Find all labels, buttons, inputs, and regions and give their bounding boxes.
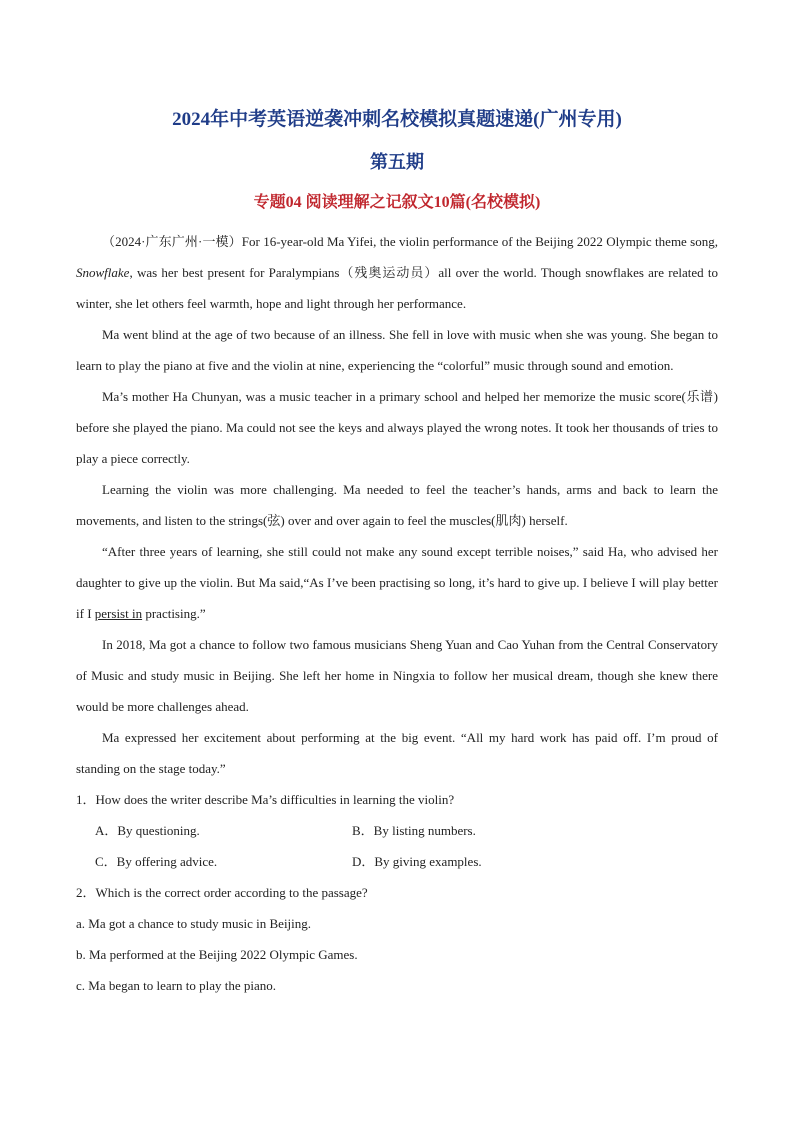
paragraph-5 — [76, 536, 718, 629]
question-2-item-b: b. Ma performed at the Beijing 2022 Olympic Games. — [76, 947, 358, 962]
paragraph-5-text-b: practising.” — [142, 606, 206, 621]
paragraph-3: Ma’s mother Ha Chunyan, was a music teacher in a primary school and helped her memorize the music score(乐谱) before she played the piano. Ma could not see the keys and always played the wrong notes. It took her thousands of tries to play a piece correctly. — [76, 389, 718, 466]
paragraph-5-text-a: “After three years of learning, she still could not make any sound except terrible noises,” said Ha, who advised her daughter to give up the violin. But Ma said,“As I’ve been practising so long, it’s hard to give up. I believe I will play better if I — [76, 544, 718, 621]
question-2-item-c: c. Ma began to learn to play the piano. — [76, 978, 276, 993]
question-2: 2．Which is the correct order according to the passage? — [76, 885, 368, 900]
paragraph-1-text-a: For 16-year-old Ma Yifei, the violin performance of the Beijing 2022 Olympic theme song, — [241, 234, 718, 249]
question-1: 1．How does the writer describe Ma’s difficulties in learning the violin? — [76, 792, 455, 807]
document-title: 2024年中考英语逆袭冲刺名校模拟真题速递(广州专用) — [172, 109, 622, 130]
paragraph-6: In 2018, Ma got a chance to follow two famous musicians Sheng Yuan and Cao Yuhan from the Central Conservatory of Music and study music in Beijing. She left her home in Ningxia to follow her musical dream, though she knew there would be more challenges ahead. — [76, 637, 718, 714]
option-d: D．By giving examples. — [352, 854, 482, 869]
question-1-options-row-2 — [76, 846, 718, 877]
source-tag: （2024·广东广州·一模） — [102, 234, 242, 249]
paragraph-2: Ma went blind at the age of two because of an illness. She fell in love with music when she was young. She began to learn to play the piano at five and the violin at nine, experiencing the “colorful” music through sound and emotion. — [76, 327, 718, 373]
paragraph-7: Ma expressed her excitement about performing at the big event. “All my hard work has paid off. I’m proud of standing on the stage today.” — [76, 730, 718, 776]
underlined-phrase: persist in — [94, 606, 143, 621]
passage-body — [76, 226, 718, 1001]
topic-heading: 专题04 阅读理解之记叙文10篇(名校模拟) — [253, 194, 541, 211]
question-2-item-a: a. Ma got a chance to study music in Beijing. — [76, 916, 312, 931]
option-b: B．By listing numbers. — [352, 823, 476, 838]
question-1-options-row-1 — [76, 815, 718, 846]
option-c: C．By offering advice. — [95, 854, 218, 869]
issue-label: 第五期 — [370, 152, 424, 172]
paragraph-1 — [76, 226, 718, 319]
paragraph-1-text-b: , was her best present for Paralympians（残奥运动员）all over the world. Though snowflakes are related to winter, she let others feel warmth, hope and light through her performance. — [76, 265, 718, 311]
paragraph-4: Learning the violin was more challenging. Ma needed to feel the teacher’s hands, arms and back to learn the movements, and listen to the strings(弦) over and over again to feel the muscles(肌肉) herself. — [76, 482, 718, 528]
option-a: A．By questioning. — [95, 823, 200, 838]
song-title: Snowflake — [76, 265, 130, 280]
